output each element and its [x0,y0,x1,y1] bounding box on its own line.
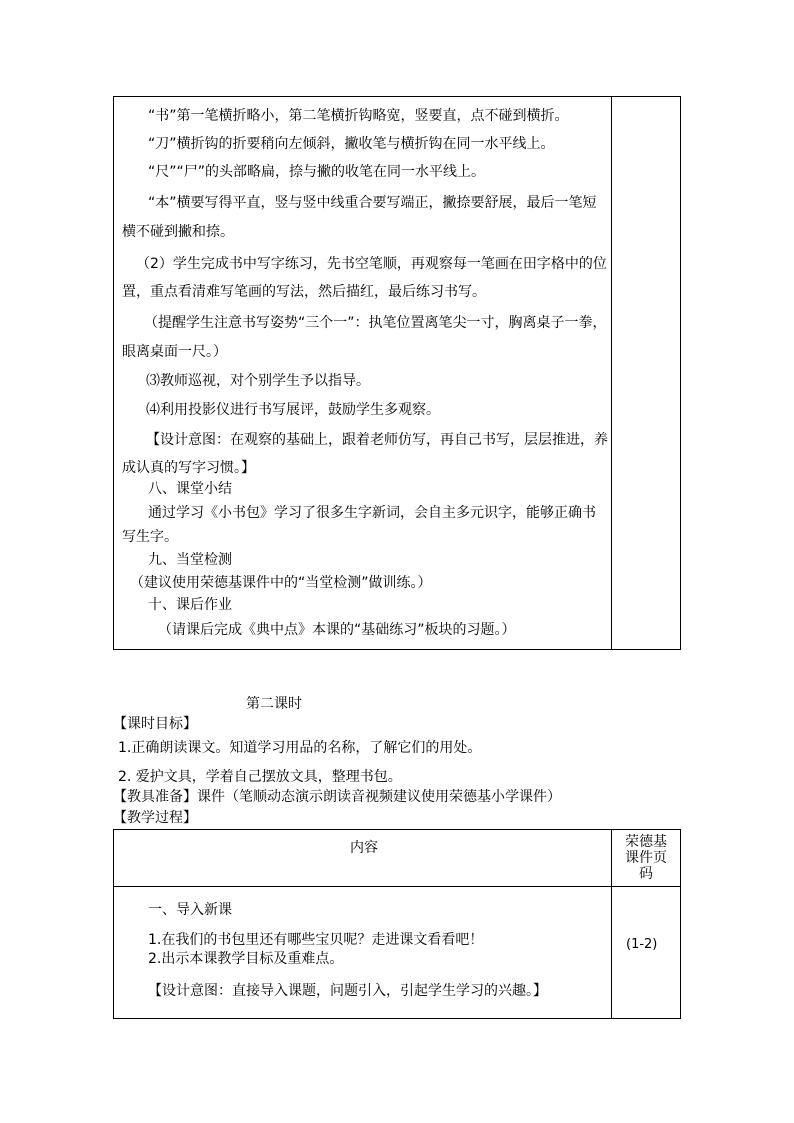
posture-reminder-cont: 眼离桌面一尺。） [122,344,227,360]
section-summary-heading: 八、课堂小结 [148,481,232,497]
lesson-table-continued [113,96,681,650]
table-column-divider [611,97,612,649]
stroke-note-dao: “刀”横折钩的折要稍向左倾斜，撇收笔与横折钩在同一水平线上。 [148,136,555,152]
table-header-divider [114,886,680,887]
column-header-content: 内容 [350,840,378,856]
summary-text: 通过学习《小书包》学习了很多生字新词，会自主多元识字，能够正确书 [148,505,596,521]
practice-step-2: （2）学生完成书中写字练习，先书空笔顺，再观察每一笔画在田字格中的位 [136,256,607,272]
process-heading: 【教学过程】 [113,810,197,826]
stroke-note-chi: “尺”“尸”的头部略扁，捺与撇的收笔在同一水平线上。 [148,164,486,180]
goals-heading: 【课时目标】 [113,716,197,732]
intro-design-intent: 【设计意图：直接导入课题，问题引入，引起学生学习的兴趣。】 [148,983,547,999]
design-intent-writing: 【设计意图：在观察的基础上，跟着老师仿写，再自己书写，层层推进，养 [146,432,608,448]
design-intent-writing-cont: 成认真的写字习惯。】 [122,460,255,476]
column-header-page-line2: 课件页 [625,850,667,866]
intro-step-2: 2.出示本课教学目标及重难点。 [148,951,344,967]
lesson-title: 第二课时 [246,696,302,712]
page-reference: (1-2) [626,937,658,952]
goal-item-2: 2. 爱护文具，学着自己摆放文具，整理书包。 [118,769,402,785]
section-check-heading: 九、当堂检测 [148,552,232,568]
intro-step-1: 1.在我们的书包里还有哪些宝贝呢？走进课文看看吧！ [148,932,484,948]
posture-reminder: （提醒学生注意书写姿势“三个一”：执笔位置离笔尖一寸，胸离桌子一拳， [144,315,607,331]
practice-step-2-cont: 置，重点看清难写笔画的写法，然后描红，最后练习书写。 [122,284,486,300]
stroke-note-ben: “本”横要写得平直，竖与竖中线重合要写端正，撇捺要舒展，最后一笔短 [148,195,597,211]
column-header-page-line1: 荣德基 [625,834,667,850]
teaching-aids: 【教具准备】课件（笔顺动态演示朗读音视频建议使用荣德基小学课件） [113,789,561,805]
practice-step-4: ⑷利用投影仪进行书写展评，鼓励学生多观察。 [146,402,440,418]
section-homework-heading: 十、课后作业 [148,597,232,613]
check-text: （建议使用荣德基课件中的“当堂检测”做训练。） [130,575,432,591]
stroke-note-shu: “书”第一笔横折略小，第二笔横折钩略宽，竖要直，点不碰到横折。 [148,108,569,124]
teaching-process-table [113,829,681,1019]
goal-item-1: 1.正确朗读课文。知道学习用品的名称，了解它们的用处。 [118,740,482,756]
stroke-note-ben-cont: 横不碰到撇和捺。 [122,224,234,240]
column-header-page [612,834,680,882]
intro-heading: 一、导入新课 [148,902,232,918]
summary-text-cont: 写生字。 [122,529,178,545]
homework-text: （请课后完成《典中点》本课的“基础练习”板块的习题。） [158,622,516,638]
column-header-page-line3: 码 [639,866,653,882]
practice-step-3: ⑶教师巡视，对个别学生予以指导。 [146,373,370,389]
